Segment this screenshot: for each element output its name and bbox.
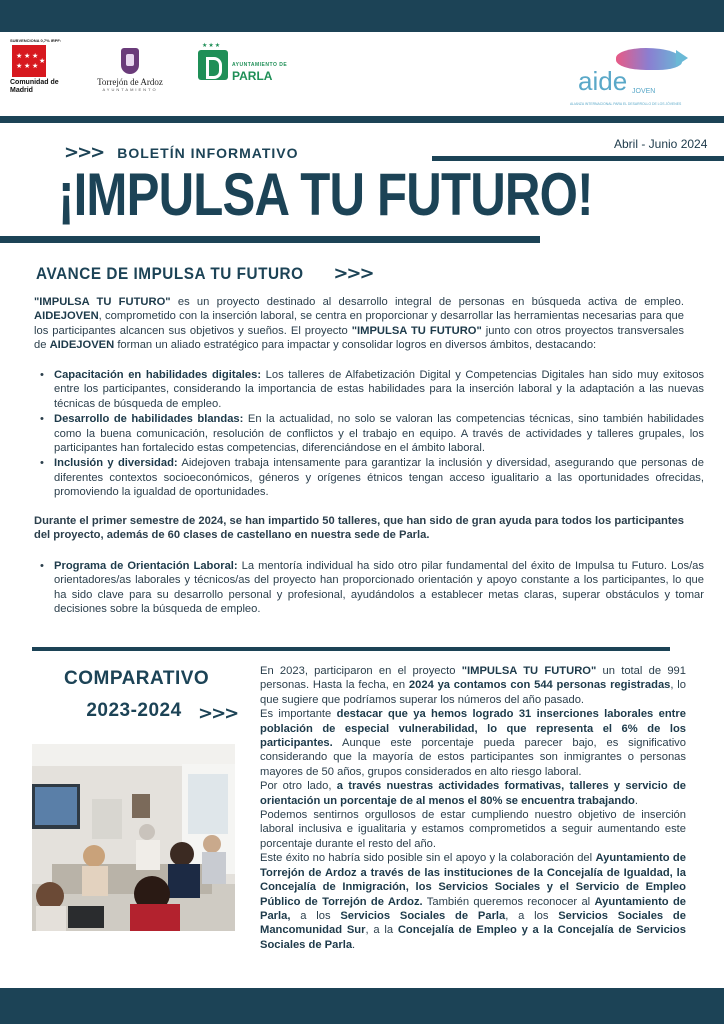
text-span: , a la: [365, 924, 398, 937]
parla-mark-icon: [198, 50, 228, 80]
chevrons-icon: >>>: [64, 142, 104, 163]
aidejoven-logo: [572, 42, 712, 112]
bold-span: 2024 ya contamos con 544 personas registradas: [408, 679, 671, 692]
logo-strip: [0, 32, 724, 118]
text-span: forman un aliado estratégico para impactar y consolidar logros en diversos ámbitos, destacando:: [114, 339, 597, 352]
text-span: Los talleres de Alfabetización Digital y Competencias Digitales han sido muy exitosos entre los participantes, considerando la importancia de estas habilidades para la inserción laboral y la adaptación a las nuevas técnicas de búsqueda de empleo.: [54, 369, 705, 410]
list-item: [54, 456, 704, 499]
text-span: .: [352, 938, 356, 951]
bold-span: Desarrollo de habilidades blandas:: [54, 413, 244, 426]
parla-stars-icon: ★★★: [202, 43, 222, 49]
torrejon-logo: [88, 48, 172, 92]
workshop-photo: [32, 744, 235, 931]
comparison-p5: [260, 851, 686, 952]
text-span: es un proyecto destinado al desarrollo integral de personas en búsqueda activa de empleo.: [170, 296, 684, 308]
hero-title: ¡IMPULSA TU FUTURO!: [58, 161, 593, 228]
chevrons-icon: >>>: [333, 263, 373, 284]
bold-span: Ayuntamiento de Parla,: [260, 895, 686, 922]
bulletin-label: BOLETÍN INFORMATIVO: [117, 144, 299, 161]
torrejon-crest-icon: [121, 48, 139, 74]
parla-small-label: AYUNTAMIENTO DE: [232, 62, 288, 68]
text-span: .: [634, 794, 638, 807]
bold-span: Capacitación en habilidades digitales:: [54, 369, 262, 381]
orientation-list: [34, 559, 704, 617]
header-divider: [0, 116, 724, 123]
section-title-avance: [36, 263, 373, 284]
bold-span: Programa de Orientación Laboral:: [54, 560, 238, 572]
whale-tail-icon: [676, 50, 688, 66]
bold-span: Concejalía de Empleo y a la Concejalía de Servicios Sociales de Parla: [260, 924, 686, 951]
text-span: Es importante: [260, 708, 337, 721]
comparison-p2: [260, 707, 686, 779]
text-span: También queremos reconocer al: [422, 895, 595, 908]
text-span: a los: [290, 909, 341, 922]
text-span: , a los: [505, 909, 559, 922]
issue-date: Abril - Junio 2024: [614, 137, 708, 151]
text-span: junto con otros proyectos transversales de: [34, 324, 684, 352]
bold-span: AIDEJOVEN: [49, 339, 115, 352]
madrid-flag-icon: ★ ★ ★ ★ ★ ★ ★: [12, 45, 46, 77]
bold-span: Ayuntamiento de Torrejón de Ardoz a través de las instituciones de la Concejalía de Igualdad, la Concejalía de Inmigración, los Servicios Sociales y el Servicio de Empleo Público de Torrejón de Ardoz.: [260, 852, 686, 908]
text-span: , comprometido con la inserción laboral, se centra en proporcionar y desarrollar las herramientas necesarias para que los participantes alcancen sus objetivos y sueños. El proyecto: [34, 310, 684, 337]
text-span: un total de 991 personas. Hasta la fecha, en: [260, 665, 686, 692]
joven-word: JOVEN: [632, 88, 656, 95]
aide-tagline: ALIANZA INTERNACIONAL PARA EL DESARROLLO DE LOS JÓVENES: [570, 102, 682, 106]
comparison-p3: [260, 779, 686, 808]
top-bar: [0, 0, 724, 32]
text-span: , lo que sugiere que podríamos superar los números del año pasado.: [260, 679, 686, 706]
hero-underline: [0, 236, 540, 243]
text-span: En la actualidad, no solo se valoran las competencias técnicas, sino también habilidades como la buena comunicación, resolución de conflictos y el trabajo en equipo. A través de actividades y talleres grupales, los participantes han fortalecido estas competencias, diferenciándose en el ámbito laboral.: [54, 413, 704, 455]
bold-span: Inclusión y diversidad:: [54, 457, 178, 470]
torrejon-sub: AYUNTAMIENTO: [102, 87, 158, 92]
summary-paragraph: Durante el primer semestre de 2024, se han impartido 50 talleres, que han sido de gran ayuda para todos los participantes del proyecto, además de 60 clases de castellano en nuestra sede de Parla.: [34, 515, 684, 542]
list-item: [54, 412, 704, 455]
list-item: [54, 368, 704, 411]
text-span: Este éxito no habría sido posible sin el apoyo y la colaboración del: [260, 852, 596, 865]
comparativo-line2: 2023-2024: [86, 700, 182, 721]
comunidad-name: Comunidad de Madrid: [10, 79, 59, 94]
section-title-comparativo: [64, 668, 210, 722]
list-item: [54, 559, 704, 617]
chevrons-icon: >>>: [198, 703, 238, 724]
text-span: Por otro lado,: [260, 780, 337, 793]
comparison-text: [260, 664, 686, 952]
comunidad-madrid-logo: [10, 38, 66, 95]
bold-span: a través nuestras actividades formativas, talleres y servicio de orientación un porcentaje de al menos el 80% se encuentra trabajando: [260, 780, 687, 807]
parla-logo: [198, 43, 294, 90]
bottom-bar: [0, 988, 724, 1024]
comparison-p4: Podemos sentirnos orgullosos de estar cumpliendo nuestro objetivo de inserción laboral inclusiva e igualitaria y estamos comprometidos a seguir aumentando este porcentaje durante el resto del año.: [260, 809, 686, 850]
section-divider: [32, 647, 670, 651]
comparison-p1: [260, 664, 686, 707]
bold-span: "IMPULSA TU FUTURO": [461, 665, 597, 677]
bold-span: Servicios Sociales de Parla: [340, 909, 506, 922]
text-span: En 2023, participaron en el proyecto: [260, 665, 462, 677]
comparativo-line1: COMPARATIVO: [64, 668, 210, 689]
parla-big-label: PARLA: [232, 69, 273, 83]
section-title-text: AVANCE DE IMPULSA TU FUTURO: [36, 263, 304, 283]
text-span: La mentoría individual ha sido otro pilar fundamental del éxito de Impulsa tu Futuro. Los/as orientadores/as laborales y técnicos/as del proyecto han proporcionado orientación y apoyo constante a los participantes, lo que ha sido clave para su desarrollo personal y profesional, ayudándolos a establecer metas claras, superar obstáculos y tomar decisiones sobre la búsqueda de empleo.: [54, 560, 704, 616]
text-span: Aunque este porcentaje pueda parecer bajo, es significativo considerando que la mayoría de estos participantes son inmigrantes o personas mayores de 50 años, grupos considerados en alto riesgo laboral.: [260, 737, 686, 778]
intro-paragraph: [34, 295, 684, 353]
subsidy-label: SUBVENCIONA 0,7% IRPF:: [10, 38, 62, 43]
bold-span: "IMPULSA TU FUTURO": [34, 296, 171, 308]
bold-span: destacar que ya hemos logrado 31 inserciones laborales entre población de especial vulnerabilidad, lo que representa el 6% de los participantes.: [260, 708, 686, 750]
highlights-list: [34, 368, 704, 501]
workshop-photo-illustration: [32, 744, 235, 931]
bold-span: "IMPULSA TU FUTURO": [351, 324, 482, 337]
torrejon-name: Torrejón de Ardoz: [97, 77, 163, 87]
bold-span: AIDEJOVEN: [34, 310, 99, 323]
text-span: Aidejoven trabaja intensamente para garantizar la inclusión y diversidad, asegurando que personas de diferentes contextos socioeconómicos, géneros y orígenes étnicos tengan acceso igualitario a las oportunidades ofrecidas, promoviendo la igualdad de oportunidades.: [54, 457, 704, 499]
bold-span: Servicios Sociales de Mancomunidad Sur: [260, 909, 686, 937]
aide-word: aide: [578, 66, 628, 96]
